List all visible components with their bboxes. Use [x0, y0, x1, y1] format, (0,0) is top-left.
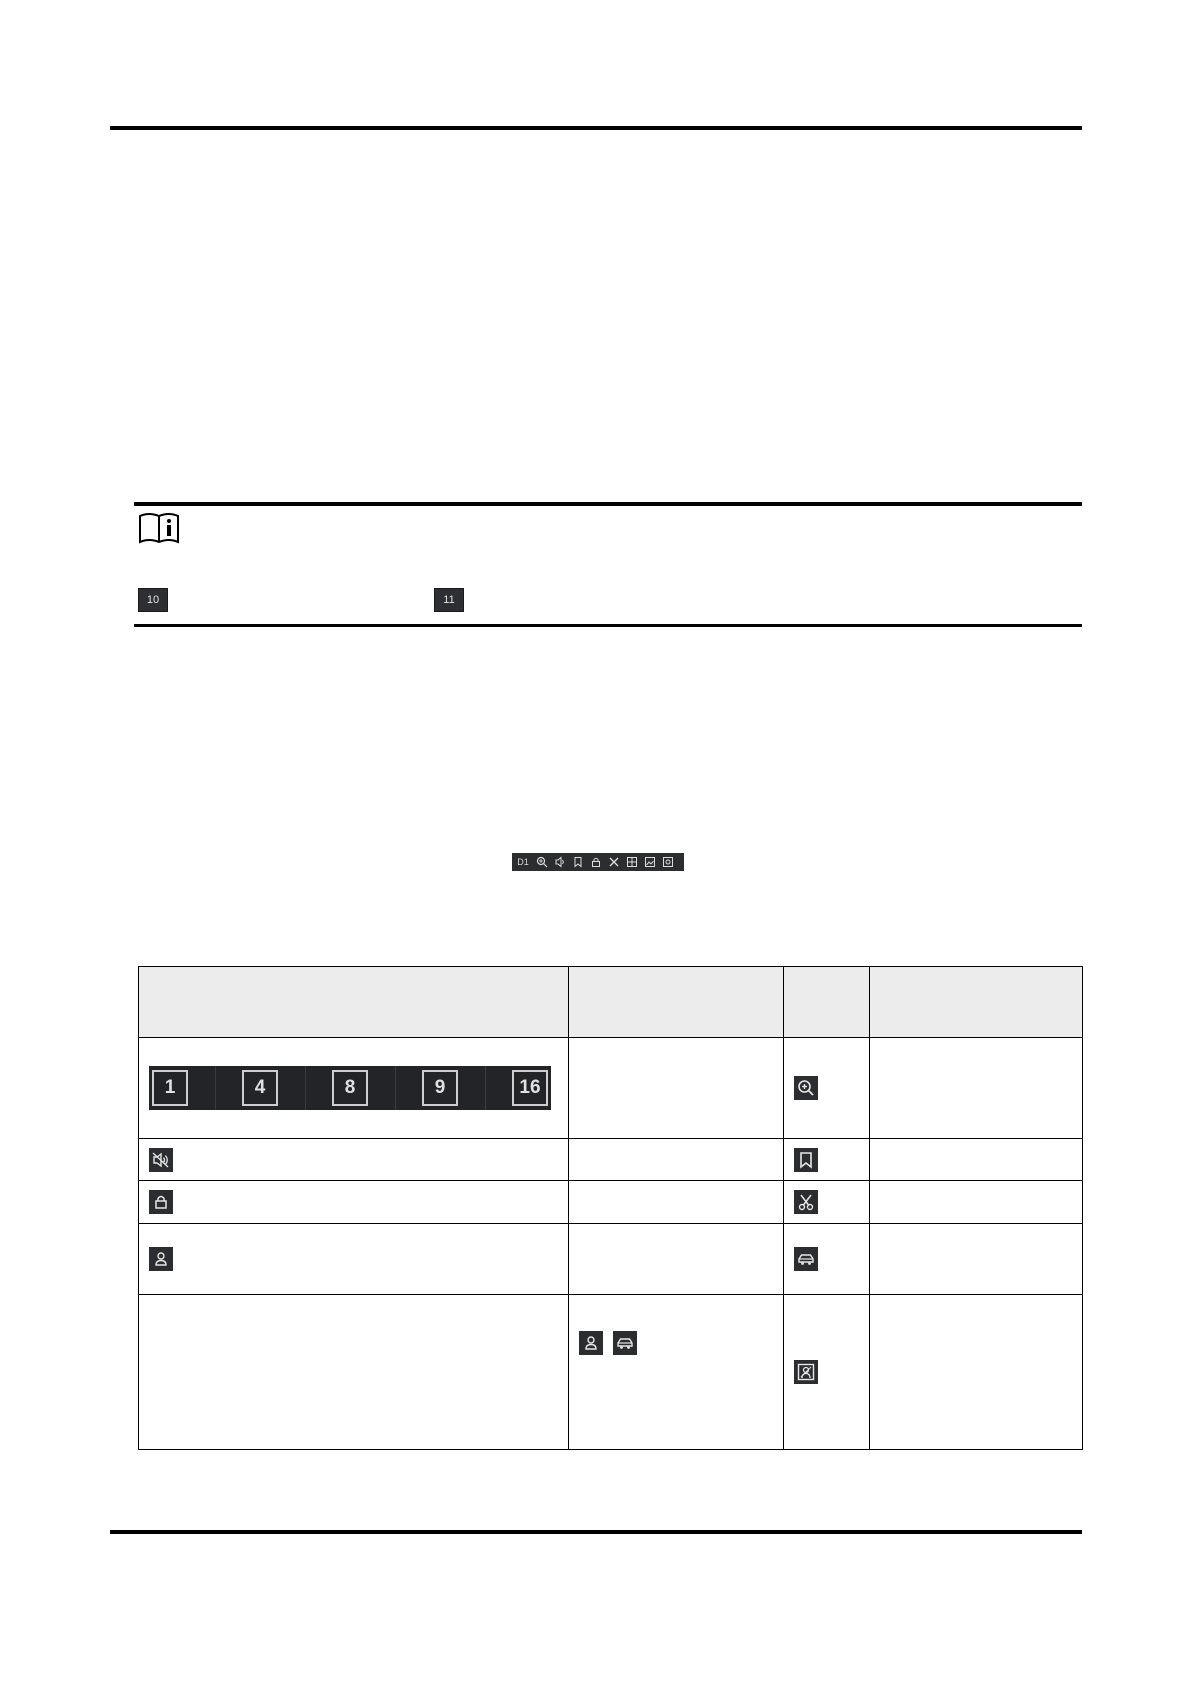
table-row [139, 1181, 1083, 1224]
table-row [139, 1224, 1083, 1295]
divider [215, 1066, 216, 1110]
note-box [134, 502, 1082, 628]
chip-11: 11 [434, 588, 464, 612]
divider [485, 1066, 486, 1110]
table-cell [569, 1181, 784, 1224]
face-picture-icon [794, 1360, 818, 1384]
layout-8-button[interactable]: 8 [332, 1070, 368, 1106]
table-cell [139, 1224, 569, 1295]
button-description-table [138, 966, 1083, 1450]
divider [305, 1066, 306, 1110]
lock-icon[interactable] [587, 855, 604, 869]
table-cell [870, 1038, 1083, 1139]
header-cell-4 [870, 967, 1083, 1038]
layout-16-button[interactable]: 16 [512, 1070, 548, 1106]
layout-selector [149, 1066, 551, 1110]
table-cell [139, 1295, 569, 1450]
clip-icon[interactable] [605, 855, 622, 869]
header-cell-1 [139, 967, 569, 1038]
table-row [139, 1038, 1083, 1139]
table-cell [784, 1181, 870, 1224]
table-cell [569, 1038, 784, 1139]
table-cell [139, 1181, 569, 1224]
zoom-in-icon [794, 1076, 818, 1100]
note-bottom-rule [134, 624, 1082, 627]
note-top-rule [134, 502, 1082, 506]
table-cell [784, 1139, 870, 1181]
audio-mute-icon [149, 1148, 173, 1172]
playback-toolbar [512, 853, 684, 871]
layout-1-button[interactable]: 1 [152, 1070, 188, 1106]
header-rule [110, 126, 1082, 130]
person-icon [579, 1331, 603, 1355]
bookmark-icon [794, 1148, 818, 1172]
table-cell [569, 1224, 784, 1295]
layout-9-button[interactable]: 9 [422, 1070, 458, 1106]
capture-icon[interactable] [659, 855, 676, 869]
table-row [139, 1295, 1083, 1450]
chip-10: 10 [138, 588, 168, 612]
table-cell [139, 1038, 569, 1139]
audio-icon[interactable] [551, 855, 568, 869]
table-cell [870, 1139, 1083, 1181]
table-cell [784, 1224, 870, 1295]
lock-icon [149, 1190, 173, 1214]
layout-4-button[interactable]: 4 [242, 1070, 278, 1106]
table-header-row [139, 967, 1083, 1038]
person-icon [149, 1247, 173, 1271]
footer-rule [110, 1530, 1082, 1534]
table-cell [870, 1295, 1083, 1450]
zoom-in-icon[interactable] [533, 855, 550, 869]
vehicle-icon [794, 1247, 818, 1271]
bookmark-icon[interactable] [569, 855, 586, 869]
header-cell-2 [569, 967, 784, 1038]
table-cell [784, 1295, 870, 1450]
table-cell [784, 1038, 870, 1139]
scissors-icon [794, 1190, 818, 1214]
table-cell [569, 1139, 784, 1181]
picture-icon[interactable] [641, 855, 658, 869]
table-cell [870, 1224, 1083, 1295]
note-book-icon [138, 512, 180, 549]
layout-icon[interactable] [623, 855, 640, 869]
table-cell [139, 1139, 569, 1181]
vehicle-icon [613, 1331, 637, 1355]
divider [395, 1066, 396, 1110]
header-cell-3 [784, 967, 870, 1038]
table-row [139, 1139, 1083, 1181]
table-cell [569, 1295, 784, 1450]
toolbar-channel-label: D1 [517, 857, 529, 867]
table-cell [870, 1181, 1083, 1224]
